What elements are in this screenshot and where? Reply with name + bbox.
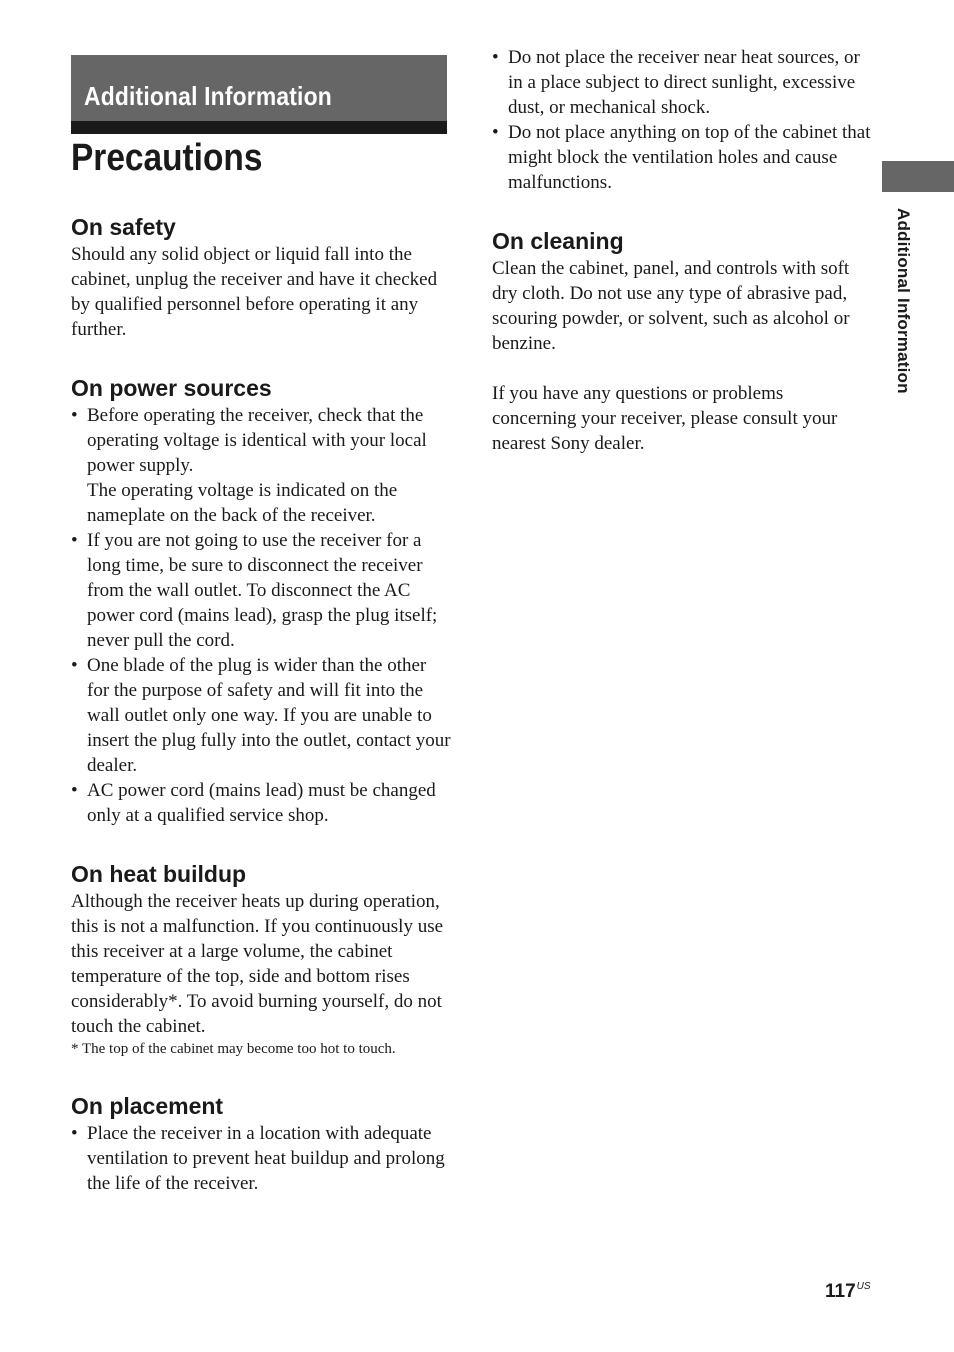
list-item: • AC power cord (mains lead) must be changed only at a qualified service shop.: [71, 778, 451, 828]
placement-heading: On placement: [71, 1093, 224, 1119]
cleaning-text: Clean the cabinet, panel, and controls with soft dry cloth. Do not use any type of abrasive pad, scouring powder, or solvent, such as alcohol or benzine.: [492, 258, 850, 354]
safety-heading: On safety: [71, 214, 176, 240]
side-tab: [882, 161, 954, 192]
closing-text: If you have any questions or problems concerning your receiver, please consult your nearest Sony dealer.: [492, 383, 838, 454]
list-item: • Do not place anything on top of the cabinet that might block the ventilation holes and cause malfunctions.: [492, 120, 872, 195]
placement-list: [71, 1121, 451, 1196]
section-banner-title: Additional Information: [84, 81, 332, 111]
power-heading: On power sources: [71, 375, 272, 401]
heat-text: Although the receiver heats up during operation, this is not a malfunction. If you continuously use this receiver at a large volume, the cabinet temperature of the top, side and bottom rises considerably*. To avoid burning yourself, do not touch the cabinet.: [71, 891, 444, 1037]
left-column: [71, 212, 451, 1196]
right-column: [492, 45, 872, 456]
list-item: • Place the receiver in a location with adequate ventilation to prevent heat buildup and prolong the life of the receiver.: [71, 1121, 451, 1196]
page-number-suffix: US: [856, 1281, 871, 1292]
side-tab-label: Additional Information: [894, 208, 913, 394]
list-item-continuation: The operating voltage is indicated on the nameplate on the back of the receiver.: [87, 480, 398, 526]
heat-heading: On heat buildup: [71, 861, 247, 887]
list-item: • One blade of the plug is wider than the other for the purpose of safety and will fit into the wall outlet only one way. If you are unable to insert the plug fully into the outlet, contact your dealer.: [71, 653, 451, 778]
list-item: • If you are not going to use the receiver for a long time, be sure to disconnect the receiver from the wall outlet. To disconnect the AC power cord (mains lead), grasp the plug itself; never pull the cord.: [71, 528, 451, 653]
placement-list-continued: [492, 45, 872, 195]
page-number-value: 117: [825, 1281, 856, 1302]
list-item: [71, 403, 451, 528]
list-item: • Do not place the receiver near heat sources, or in a place subject to direct sunlight, excessive dust, or mechanical shock.: [492, 45, 872, 120]
cleaning-heading: On cleaning: [492, 228, 624, 254]
safety-text: Should any solid object or liquid fall into the cabinet, unplug the receiver and have it checked by qualified personnel before operating it any further.: [71, 244, 438, 340]
heat-footnote: * The top of the cabinet may become too hot to touch.: [71, 1041, 396, 1057]
power-list: [71, 403, 451, 828]
list-item-text: Before operating the receiver, check that the operating voltage is identical with your local power supply.: [87, 405, 427, 476]
page-number: [825, 1281, 871, 1303]
section-banner: [71, 55, 447, 134]
page-title: Precautions: [71, 137, 263, 179]
